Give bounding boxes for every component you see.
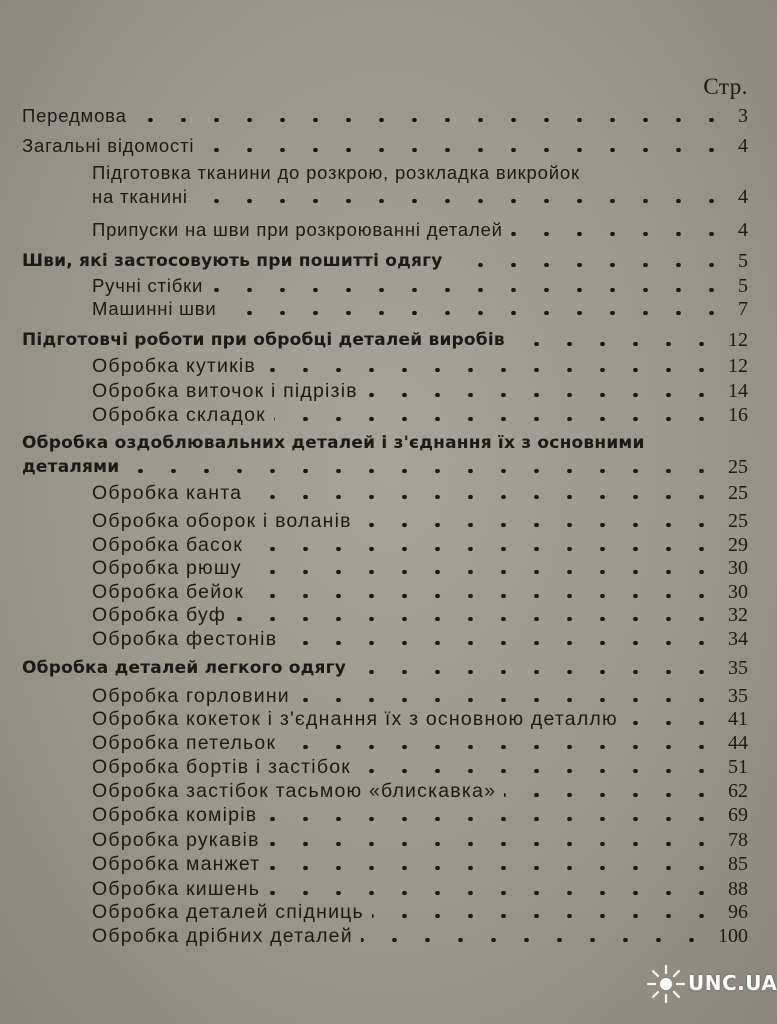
toc-entry xyxy=(0,218,768,242)
toc-page-number: 25 xyxy=(728,510,748,532)
dot-leader xyxy=(252,594,718,598)
dot-leader xyxy=(135,118,728,122)
toc-page-number: 44 xyxy=(728,732,748,754)
dot-leader xyxy=(354,670,718,674)
dot-leader xyxy=(372,914,718,918)
toc-entry-title: Обробка оборок і воланів xyxy=(92,510,352,532)
toc-entry xyxy=(0,707,768,731)
toc-entry xyxy=(0,828,768,852)
toc-entry-title: Обробка складок xyxy=(92,404,266,426)
toc-page-number: 4 xyxy=(738,135,748,157)
dot-leader xyxy=(268,891,718,895)
toc-entry-title: Обробка бортів і застібок xyxy=(92,756,351,778)
toc-entry xyxy=(0,533,768,557)
toc-page-number: 78 xyxy=(728,829,748,851)
dot-leader xyxy=(250,570,718,574)
dot-leader xyxy=(361,938,708,942)
dot-leader xyxy=(511,232,728,236)
toc-page-number: 4 xyxy=(738,219,748,241)
sun-logo-icon xyxy=(646,964,686,1004)
dot-leader xyxy=(359,769,718,773)
toc-page-number: 51 xyxy=(728,756,748,778)
dot-leader xyxy=(513,342,718,346)
dot-leader xyxy=(196,199,728,203)
dot-leader xyxy=(360,523,718,527)
dot-leader xyxy=(284,745,718,749)
toc-page-number: 96 xyxy=(728,901,748,923)
dot-leader xyxy=(265,817,718,821)
dot-leader xyxy=(285,641,718,645)
toc-entry xyxy=(0,779,768,803)
toc-page-number: 7 xyxy=(738,298,748,320)
toc-entry xyxy=(0,900,768,924)
toc-page-number: 62 xyxy=(728,780,748,802)
toc-entry xyxy=(0,297,768,321)
toc-entry-title: Припуски на шви при розкроюванні деталей xyxy=(92,219,503,240)
dot-leader xyxy=(264,368,718,372)
toc-entry xyxy=(0,509,768,533)
toc-entry xyxy=(0,656,768,680)
toc-page-number: 100 xyxy=(718,925,748,947)
toc-entry-title: Обробка бейок xyxy=(92,581,245,603)
toc-entry-title: Обробка басок xyxy=(92,534,243,556)
toc-entry-title: Обробка кокеток і з'єднання їх з основною деталлю xyxy=(92,708,618,730)
toc-entry xyxy=(0,134,768,158)
watermark xyxy=(646,964,777,1004)
toc-entry xyxy=(0,684,768,708)
toc-entry-title: Обробка дрібних деталей xyxy=(92,925,353,947)
toc-entry-title-continued: деталями xyxy=(22,457,120,477)
toc-entry xyxy=(0,731,768,755)
toc-page-number: 69 xyxy=(728,804,748,826)
toc-page-number: 85 xyxy=(728,853,748,875)
dot-leader xyxy=(274,417,718,421)
toc-entry xyxy=(0,379,768,403)
dot-leader xyxy=(268,866,718,870)
dot-leader xyxy=(451,263,728,267)
toc-entry-title: Підготовка тканини до розкрою, розкладка викройок xyxy=(92,162,580,183)
toc-entry xyxy=(0,104,768,128)
toc-entry xyxy=(0,249,768,273)
toc-entry-title: Обробка кутиків xyxy=(92,355,256,377)
toc-entry-title-continued: на тканині xyxy=(92,186,188,207)
toc-entry-title: Обробка кишень xyxy=(92,878,261,900)
watermark-text: UNC.UA xyxy=(688,971,777,995)
toc-entry-title: Обробка канта xyxy=(92,482,243,504)
dot-leader xyxy=(626,721,718,725)
toc-entry-title: Машинні шви xyxy=(92,298,217,319)
dot-leader xyxy=(298,698,718,702)
toc-entry-title: Обробка деталей легкого одягу xyxy=(22,658,347,678)
page-column-header: Стр. xyxy=(703,74,748,99)
dot-leader xyxy=(504,793,718,797)
toc-page-number: 41 xyxy=(728,708,748,730)
toc-entry xyxy=(0,403,768,427)
toc-page-number: 12 xyxy=(728,355,748,377)
toc-entry-title: Обробка застібок тасьмою «блискавка» xyxy=(92,780,497,802)
toc-entry-title: Обробка фестонів xyxy=(92,628,278,650)
toc-page-number: 30 xyxy=(728,581,748,603)
toc-page-number: 35 xyxy=(728,657,748,679)
dot-leader xyxy=(234,617,718,621)
toc-entry xyxy=(0,580,768,604)
toc-page-number: 34 xyxy=(728,628,748,650)
toc-page-number: 25 xyxy=(728,482,748,504)
toc-entry xyxy=(0,431,768,455)
toc-entry-title: Підготовчі роботи при обробці деталей виробів xyxy=(22,330,505,350)
toc-page-number: 32 xyxy=(728,604,748,626)
dot-leader xyxy=(225,311,728,315)
toc-page-number: 29 xyxy=(728,534,748,556)
dot-leader xyxy=(211,288,728,292)
toc-entry xyxy=(0,556,768,580)
toc-entry xyxy=(0,803,768,827)
toc-entry-title: Обробка виточок і підрізів xyxy=(92,380,358,402)
toc-page-number: 4 xyxy=(738,186,748,208)
toc-entry-continuation xyxy=(0,455,768,479)
toc-entry xyxy=(0,328,768,352)
toc-entry-title: Загальні відомості xyxy=(22,135,195,156)
toc-entry xyxy=(0,755,768,779)
toc-page-number: 14 xyxy=(728,380,748,402)
toc-entry-title: Обробка буф xyxy=(92,604,226,626)
toc-entry-title: Обробка рукавів xyxy=(92,829,260,851)
dot-leader xyxy=(202,148,728,152)
toc-entry xyxy=(0,924,768,948)
toc-page-number: 3 xyxy=(738,105,748,127)
toc-page-number: 25 xyxy=(728,456,748,478)
toc-entry xyxy=(0,354,768,378)
toc-page-number: 88 xyxy=(728,878,748,900)
toc-entry-title: Обробка оздоблювальних деталей і з'єднання їх з основними xyxy=(22,433,645,453)
toc-entry-title: Обробка петельок xyxy=(92,732,277,754)
toc-page-number: 12 xyxy=(728,329,748,351)
toc-page-number: 30 xyxy=(728,557,748,579)
toc-entry-title: Обробка комірів xyxy=(92,804,258,826)
toc-entry xyxy=(0,603,768,627)
toc-page-number: 5 xyxy=(738,250,748,272)
toc-entry-title: Обробка деталей спідниць xyxy=(92,901,364,923)
toc-entry-title: Обробка рюшу xyxy=(92,557,242,579)
toc-page-number: 35 xyxy=(728,685,748,707)
toc-entry xyxy=(0,274,768,298)
toc-entry-title: Обробка горловини xyxy=(92,685,290,707)
toc-page-number: 16 xyxy=(728,404,748,426)
toc-page-number: 5 xyxy=(738,275,748,297)
toc-entry xyxy=(0,852,768,876)
toc-entry-title: Шви, які застосовують при пошитті одягу xyxy=(22,251,443,271)
toc-entry xyxy=(0,481,768,505)
dot-leader xyxy=(251,547,718,551)
dot-leader xyxy=(366,393,718,397)
toc-entry xyxy=(0,161,768,185)
toc-entry-title: Обробка манжет xyxy=(92,853,261,875)
toc-entry xyxy=(0,627,768,651)
toc-entry-title: Ручні стібки xyxy=(92,275,204,296)
toc-entry-title: Передмова xyxy=(22,105,127,126)
toc-entry xyxy=(0,877,768,901)
dot-leader xyxy=(127,469,718,473)
toc-entry-continuation xyxy=(0,185,768,209)
dot-leader xyxy=(268,842,718,846)
dot-leader xyxy=(250,495,718,499)
